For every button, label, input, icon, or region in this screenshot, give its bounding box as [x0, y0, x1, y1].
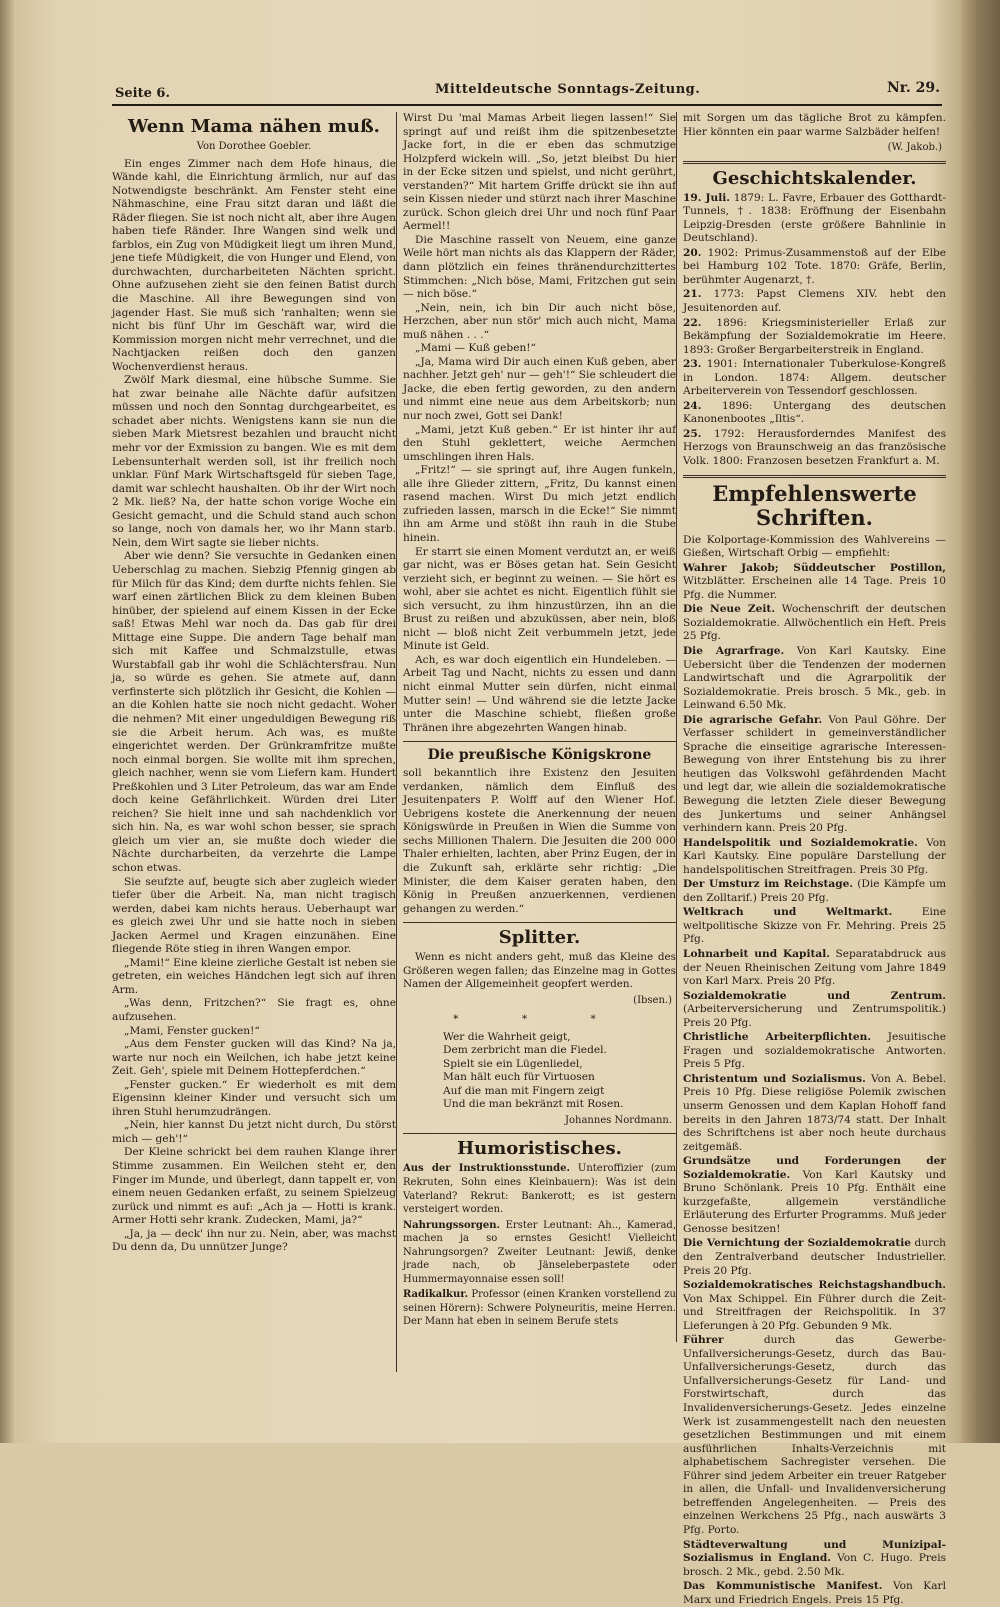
story-paragraph: Aber wie denn? Sie versuchte in Gedanken einen Ueberschlag zu machen. Siebzig Pfennig gingen ab für Milch für das Kind; dem durfte nichts fehlen. Sie warf einen zärtlichen Blick zu dem kleinen Buben hinüber, der spielend auf einem Kissen in der Ecke saß! Etwas Mehl war noch da. Das gab für drei Mittage eine Suppe. Die andern Tage behalf man sich mit Kaffee und Schmalzstulle, etwas Wurstabfall gab ihr wohl die Schlächtersfrau. Nun ja, so würde es gehen. Sie atmete auf, dann verfinsterte sich plötzlich ihr Gesicht, die Kohlen — an die Kohlen hatte sie noch nicht gedacht. Woher die nehmen? Mit einer ungeduldigen Bewegung riß sie die Arbeit herum. Ach was, es mußte eingerichtet werden. Der Grünkramfritze mußte noch einmal borgen. Sie wollte mit ihm sprechen, gleich nachher, wenn sie vom Liefern kam. Hundert Preßkohlen und 3 Liter Petroleum, das war am Ende doch keine Gefährlichkeit. Würden drei Liter reichen? Sie hielt inne und sah nachdenklich vor sich hin. Na, es war wohl schon besser, sie sprach gleich um vier an, sie mußte doch wieder die Nächte durcharbeiten, da verzehrte die Lampe schon etwas. [112, 550, 396, 874]
calendar-text: 1879: L. Favre, Erbauer des Gotthardt-Tunnels, †. 1838: Eröffnung der Eisenbahn Leipzig-Dresden (erste größere Bahnlinie in Deutschland). [683, 191, 946, 245]
literature-intro: Die Kolportage-Kommission des Wahlvereins — Gießen, Wirtschaft Orbig — empfiehlt: [683, 533, 946, 560]
story-paragraph: „Fenster gucken.“ Er wiederholt es mit dem Eigensinn kleiner Kinder und versucht sich um ihren Stuhl herumzudrängen. [112, 1078, 396, 1118]
literature-item [683, 714, 946, 836]
story-paragraph: Der Kleine schrickt bei dem rauhen Klange ihrer Stimme zusammen. Ein Weilchen steht er, den Finger im Munde, und überlegt, dann tappelt er, von einem neuen Gedanken erfaßt, zu seinem Spielzeug zurück und nimmt es auf: „Ach ja — Hotti is krank. Armer Hotti sehr krank. Zudecken, Mami, ja?“ [112, 1146, 396, 1227]
humor-item-head: Nahrungssorgen. [403, 1219, 500, 1231]
story-paragraph: Ein enges Zimmer nach dem Hofe hinaus, die Wände kahl, die Einrichtung ärmlich, nur auf das Notwendigste beschränkt. Am Fenster steht eine Nähmaschine, eine Frau sitzt daran und läßt die Räder fliegen. Sie ist noch nicht alt, aber ihre Augen haben tiefe Ränder. Ihre Wangen sind welk und farblos, ein Zug von Müdigkeit liegt um ihren Mund, jene tiefe Müdigkeit, die von Hunger und Elend, von durchwachten, durcharbeiteten Nächten spricht. Ohne aufzusehen zieht sie den feinen Batist durch die Maschine. All ihre Bewegungen sind von jagender Hast. Sie muß sich 'ranhalten; wenn sie nicht bis fünf Uhr im Geschäft war, wird die Kommission morgen nicht mehr verrechnet, und die Nachtjacken reißen doch den ganzen Wochenverdienst heraus. [112, 157, 396, 373]
story-paragraph: „Was denn, Fritzchen?“ Sie fragt es, ohne aufzusehen. [112, 997, 396, 1023]
humor-item [403, 1219, 676, 1287]
paper-name: Mitteldeutsche Sonntags-Zeitung. [435, 82, 701, 97]
divider [403, 922, 676, 923]
humor-item-text: Professor (einen Kranken vorstellend zu seinen Hörern): Schwere Polyneuritis, meine Herren. Der Mann hat eben in seinem Berufe stets [403, 1289, 676, 1328]
calendar-entry [683, 317, 946, 358]
literature-item [683, 1031, 946, 1072]
crown-title: Die preußische Königskrone [427, 747, 652, 764]
story-paragraph: „Mami, Fenster gucken!“ [124, 1024, 260, 1037]
literature-item [683, 878, 946, 905]
divider [683, 475, 946, 478]
literature-item-text: Von Paul Göhre. Der Verfasser schildert in gemeinverständlicher Sprache die einseitige agrarische Interessen-Bewegung von ihrer Entstehung bis zu ihrer heutigen das Volkswohl gefährdenden Macht und legt dar, wie allein die sozialdemokratische Bewegung die letzten Ziele dieser Bewegung des Junkertums und seiner Anhängsel verhindern kann. Preis 20 Pfg. [683, 713, 946, 835]
calendar-date: 23. [683, 358, 702, 371]
humor-item-text: Unteroffizier (zum Rekruten, Sohn eines Kleinbauern): Was ist dein Vaterland? Rekrut: Bankerott; es ist gestern versteigert worden. [403, 1163, 676, 1216]
calendar-text: 1792: Herausforderndes Manifest des Herzogs von Braunschweig an das französische Volk. 1800: Franzosen besetzen Frankfurt a. M. [683, 427, 946, 468]
poem-line: Man hält euch für Virtuosen [443, 1071, 595, 1084]
literature-item-text: (Die Kämpfe um den Zolltarif.) Preis 20 Pfg. [683, 878, 946, 904]
humor-item-head: Aus der Instruktionsstunde. [403, 1163, 570, 1175]
literature-item-head: Städteverwaltung und Munizipal-Sozialismus in England. [683, 1538, 946, 1565]
stars-separator: * * * [453, 1013, 626, 1026]
literature-item-head: Sozialdemokratisches Reichstagshandbuch. [683, 1279, 946, 1292]
literature-item-head: Der Umsturz im Reichstage. [683, 878, 854, 891]
masthead [115, 80, 940, 106]
literature-item [683, 837, 946, 878]
calendar-date: 24. [683, 399, 702, 412]
column-2 [396, 112, 676, 1372]
calendar-text: 1902: Primus-Zusammenstoß auf der Elbe bei Hamburg 102 Tote. 1870: Gräfe, Berlin, berühmter Augenarzt, †. [683, 246, 947, 286]
story-paragraph: Sie seufzte auf, beugte sich aber zugleich wieder tiefer über die Arbeit. Na, man nicht tragisch werden, dabei kam nichts heraus. Ueberhaupt war es gleich zwei Uhr und sie hatte noch in sieben Jacken Aermel und Kragen einzunähen. Eine fliegende Röte stieg in ihren Wangen empor. [112, 875, 396, 956]
story-paragraph: Ach, es war doch eigentlich ein Hundeleben. — Arbeit Tag und Nacht, nichts zu essen und dann nicht einmal Mutter sein dürfen, nicht einmal Mutter sein! — Und während sie die letzte Jacke unter die Maschine schiebt, fließen große Thränen ihre abgezehrten Wangen hinab. [403, 653, 676, 734]
calendar-text: 1896: Untergang des deutschen Kanonenbootes „Iltis“. [683, 399, 947, 426]
story-paragraph: „Nein, hier kannst Du jetzt nicht durch, Du störst mich — geh'!“ [112, 1119, 396, 1145]
literature-item [683, 1155, 946, 1236]
literature-item [683, 990, 946, 1031]
literature-item [683, 906, 946, 947]
poem-author: Johannes Nordmann. [565, 1114, 672, 1126]
story-paragraph: Die Maschine rasselt von Neuem, eine ganze Weile hört man nichts als das Klappern der Räder, dann plötzlich ein feines thränendurchzittertes Stimmchen: „Nich böse, Mami, Fritzchen gut sein — nich böse.“ [403, 233, 676, 301]
literature-item-head: Christliche Arbeiterpflichten. [683, 1031, 872, 1044]
literature-item [683, 562, 946, 603]
literature-item-head: Wahrer Jakob; Süddeutscher Postillon, [683, 561, 946, 574]
header-rule [112, 104, 942, 106]
literature-item-head: Handelspolitik und Sozialdemokratie. [683, 836, 918, 849]
story-paragraph: „Fritz!“ — sie springt auf, ihre Augen funkeln, alle ihre Glieder zittern, „Fritz, Du kannst einen rasend machen. Wirst Du mich jetzt endlich zufrieden lassen, marsch in die Ecke!“ Sie nimmt ihn am Arme und stößt ihn rauh in die Stube hinein. [403, 464, 676, 544]
col3-top-text: mit Sorgen um das tägliche Brot zu kämpfen. Hier könnten ein paar warme Salzbäder helfen! [683, 112, 946, 138]
literature-item-text: Von Karl Kautsky. Eine Uebersicht über die Tendenzen der modernen Landwirtschaft und die Agrarpolitik der Sozialdemokratie. Preis brosch. 5 Mk., geb. in Leinwand 6.50 Mk. [683, 644, 946, 712]
literature-item [683, 948, 946, 989]
story-paragraph: „Mami — Kuß geben!“ [415, 342, 536, 355]
humor-item [403, 1288, 676, 1329]
calendar-date: 19. Juli. [683, 191, 730, 204]
literature-item [683, 1279, 946, 1333]
literature-item-text: (Arbeiterversicherung und Zentrumspolitik.) Preis 20 Pfg. [683, 1003, 946, 1029]
calendar-text: 1901: Internationaler Tuberkulose-Kongreß in London. 1874: Allgem. deutscher Arbeiterverein von Tessendorf geschlossen. [683, 358, 946, 398]
literature-item-text: Jesuitische Fragen und sozialdemokratische Antworten. Preis 5 Pfg. [683, 1031, 946, 1071]
splitter-quote: Wenn es nicht anders geht, muß das Kleine des Größeren wegen fallen; das Einzelne mag in Gottes Namen der Allgemeinheit geopfert werden. [403, 951, 676, 991]
column-1 [112, 112, 396, 1372]
story-paragraph: „Nein, nein, ich bin Dir auch nicht böse, Herzchen, aber nun stör' mich auch nicht, Mama muß nähen . . .“ [403, 301, 676, 341]
humor-item-head: Radikalkur. [403, 1289, 469, 1301]
column-3 [676, 112, 947, 1606]
story-paragraph: „Ja, ja — deck' ihn nur zu. Nein, aber, was machst Du denn da, Du unnützer Junge? [112, 1227, 396, 1254]
literature-item-text: Von A. Bebel. Preis 10 Pfg. Diese religiöse Polemik zwischen unserm Genossen und dem Kaplan Hohoff fand bereits in den Jahren 1873/74 statt. Der Inhalt des Schriftchens ist aber noch heute durchaus zeitgemäß. [683, 1072, 947, 1153]
poem [443, 1031, 676, 1112]
literature-item-text: Witzblätter. Erscheinen alle 14 Tage. Preis 10 Pfg. die Nummer. [683, 575, 946, 601]
poem-line: Spielt sie ein Lügenliedel, [443, 1057, 583, 1070]
humor-title: Humoristisches. [457, 1138, 622, 1160]
divider [403, 741, 676, 742]
calendar-entry [683, 288, 946, 315]
literature-item-head: Die Agrarfrage. [683, 644, 785, 657]
literature-item-head: Die Neue Zeit. [683, 603, 776, 616]
issue-number: Nr. 29. [887, 80, 940, 96]
calendar-title: Geschichtskalender. [712, 167, 917, 189]
literature-item-text: durch das Gewerbe-Unfallversicherungs-Gesetz, durch das Bau-Unfallversicherungs-Gesetz, durch das Unfallversicherungs-Gesetz für Land- und Forstwirtschaft, durch das Invalidenversicherungs-Gesetz. Jedes einzelne Werk ist zusammengestellt nach den neuesten gesetzlichen Bestimmungen und mit einem ausführlichen Inhalts-Verzeichnis mit alphabetischem Sachregister versehen. Die Führer sind jedem Arbeiter ein treuer Ratgeber in allen, die Unfall- und Invalidenversicherung betreffenden Angelegenheiten. — Preis des einzelnen Werkchens 25 Pfg., nach auswärts 3 Pfg. Porto. [683, 1334, 946, 1536]
literature-item [683, 1334, 946, 1537]
calendar-text: 1773: Papst Clemens XIV. hebt den Jesuitenorden auf. [683, 288, 946, 315]
literature-item-head: Die agrarische Gefahr. [683, 713, 823, 726]
calendar-entry [683, 247, 946, 288]
calendar-entry [683, 358, 946, 399]
story-paragraph: Wirst Du 'mal Mamas Arbeit liegen lassen!“ Sie springt auf und reißt ihm die spitzenbesetzte Jacke fort, in die er eben das schmutzige Holzpferd wickeln will. „So, jetzt bleibst Du hier in der Ecke sitzen und spielst, und nicht gerührt, verstanden?“ Mit hartem Griffe drückt sie ihn auf sein Kissen nieder und stürzt nach ihrer Maschine zurück. Schon gleich drei Uhr und noch fünf Paar Aermel!! [403, 112, 676, 233]
literature-item [683, 1539, 946, 1580]
literature-item-text: Von C. Hugo. Preis brosch. 2 Mk., gebd. 2.50 Mk. [683, 1552, 947, 1578]
book-binding [962, 0, 1000, 1443]
divider [683, 161, 946, 164]
page-number-left: Seite 6. [115, 86, 170, 101]
literature-item-head: Christentum und Sozialismus. [683, 1072, 866, 1085]
story-paragraph: „Mami, jetzt Kuß geben.“ Er ist hinter ihr auf den Stuhl geklettert, weiche Aermchen umschlingen ihren Hals. [403, 423, 676, 463]
story-byline: Von Dorothee Goebler. [196, 141, 312, 152]
literature-item-head: Grundsätze und Forderungen der Sozialdemokratie. [683, 1155, 946, 1181]
literature-item [683, 645, 946, 713]
literature-item-head: Lohnarbeit und Kapital. [683, 947, 830, 960]
story-title: Wenn Mama nähen muß. [128, 116, 380, 137]
calendar-date: 25. [683, 427, 702, 440]
calendar-entry [683, 428, 946, 469]
divider [403, 1133, 676, 1134]
literature-item [683, 1237, 946, 1278]
humor-item-text: Erster Leutnant: Ah.., Kamerad, machen ja so ernstes Gesicht! Vielleicht Nahrungsorgen? Zweiter Leutnant: Jewiß, denke jrade nach, ob Jänseleberpastete oder Hummermayonnaise essen soll! [403, 1219, 676, 1285]
literature-title: Empfehlenswerte Schriften. [712, 480, 917, 530]
crown-text: soll bekanntlich ihre Existenz den Jesuiten verdanken, nämlich dem Einfluß des Jesuitenpaters P. Wolff auf den Wiener Hof. Uebrigens kostete die Anerkennung der neuen Königswürde in Preußen in Wien die Summe von sechs Millionen Thalern. Die Jesuiten die 200 000 Thaler erhielten, lachten, aber Prinz Eugen, der in die Zukunft sah, erklärte sehr richtig: „Die Minister, die dem Kaiser geraten haben, den König in Preußen anzuerkennen, verdienen gehangen zu werden.“ [403, 767, 676, 915]
poem-line: Dem zerbricht man die Fiedel. [443, 1044, 607, 1057]
literature-item-head: Weltkrach und Weltmarkt. [683, 906, 893, 919]
page-left-edge [0, 0, 14, 1443]
calendar-date: 21. [683, 288, 702, 301]
literature-item-text: Von Max Schippel. Ein Führer durch die Zeit- und Streitfragen der Reichspolitik. In 37 Lieferungen à 20 Pfg. Gebunden 9 Mk. [683, 1292, 946, 1332]
literature-item-head: Das Kommunistische Manifest. [683, 1580, 883, 1593]
literature-item [683, 1073, 946, 1154]
literature-item-text: Von Karl Marx und Friedrich Engels. Preis 15 Pfg. [683, 1580, 946, 1606]
poem-line: Wer die Wahrheit geigt, [443, 1030, 571, 1043]
story-paragraph: Zwölf Mark diesmal, eine hübsche Summe. Sie hat zwar beinahe alle Nächte dafür aufsitzen müssen und noch den Sonntag durchgearbeitet, es schadet aber nichts. Wenigstens kann sie nun die sieben Mark Mietsrest bezahlen und braucht nicht mehr vor der Exmission zu bangen. Wie es mit dem Lebensunterhalt werden soll, ist ihr freilich noch unklar. Fünf Mark Wirtschaftsgeld für sieben Tage, damit war schlecht haushalten. Ob ihr der Wirt noch 2 Mk. ließ? Na, der hatte schon vorige Woche ein Gesicht gemacht, und die Schuld stand auch schon so lange, noch von damals her, wo ihr Mann starb. Nein, dem Wirt sagte sie lieber nichts. [112, 374, 396, 549]
story-paragraph: „Aus dem Fenster gucken will das Kind? Na ja, warte nur noch ein Weilchen, ich habe jetzt keine Zeit. Geh', spiele mit Deinem Hottepferdchen.“ [112, 1038, 396, 1078]
splitter-quote-author: (Ibsen.) [633, 994, 672, 1006]
calendar-entry [683, 400, 946, 427]
calendar-entry [683, 192, 946, 246]
literature-item-text: Eine weltpolitische Skizze von Fr. Mehring. Preis 25 Pfg. [683, 906, 946, 946]
literature-item-text: Wochenschrift der deutschen Sozialdemokratie. Allwöchentlich ein Heft. Preis 25 Pfg. [683, 603, 947, 643]
humor-item [403, 1162, 676, 1216]
literature-item-text: Separatabdruck aus der Neuen Rheinischen Zeitung vom Jahre 1849 von Karl Marx. Preis 20 Pfg. [683, 947, 946, 988]
story-paragraph: „Mami!“ Eine kleine zierliche Gestalt ist neben sie getreten, ein weiches Händchen legt sich auf ihren Arm. [112, 956, 396, 996]
col3-top-signature: (W. Jakob.) [887, 142, 942, 154]
literature-item-text: Von Karl Kautsky und Bruno Schönlank. Preis 10 Pfg. Enthält eine kurzgefaßte, allgemein verständliche Erläuterung des Erfurter Programms. Muß jeder Genosse besitzen! [683, 1168, 946, 1235]
poem-line: Und die man bekränzt mit Rosen. [443, 1098, 624, 1111]
literature-item [683, 1580, 946, 1607]
literature-item-text: Von Karl Kautsky. Eine populäre Darstellung der handelspolitischen Streitfragen. Preis 30 Pfg. [683, 836, 946, 876]
literature-item-head: Führer [683, 1334, 724, 1347]
calendar-text: 1896: Kriegsministerieller Erlaß zur Bekämpfung der Sozialdemokratie im Heere. 1893: Großer Bergarbeiterstreik in England. [683, 316, 946, 356]
literature-item-text: durch den Zentralverband deutscher Industrieller. Preis 20 Pfg. [683, 1237, 946, 1277]
literature-item-head: Sozialdemokratie und Zentrum. [683, 989, 946, 1002]
story-paragraph: Er starrt sie einen Moment verdutzt an, er weiß gar nicht, was er Böses getan hat. Sein Gesicht verzieht sich, er beginnt zu weinen. — Sie hört es wohl, aber sie achtet es nicht. Eigentlich fühlt sie sich versucht, zu ihm hinzustürzen, ihn an die Brust zu reißen und abzuküssen, aber nein, bloß nicht — bloß nicht Zeit verbummeln jetzt, jede Minute ist Geld. [403, 545, 676, 653]
splitter-title: Splitter. [498, 927, 581, 949]
calendar-date: 20. [683, 246, 702, 259]
literature-item-head: Die Vernichtung der Sozialdemokratie [683, 1237, 911, 1250]
literature-item [683, 603, 946, 644]
poem-line: Auf die man mit Fingern zeigt [443, 1084, 605, 1097]
calendar-date: 22. [683, 316, 702, 329]
story-paragraph: „Ja, Mama wird Dir auch einen Kuß geben, aber nachher. Jetzt geh' nur — geh'!“ Sie schleudert die Jacke, die eben fertig geworden, zu den andern und nimmt eine neue aus dem Arbeitskorb; nun nur noch zwei, Gott sei Dank! [403, 355, 676, 423]
